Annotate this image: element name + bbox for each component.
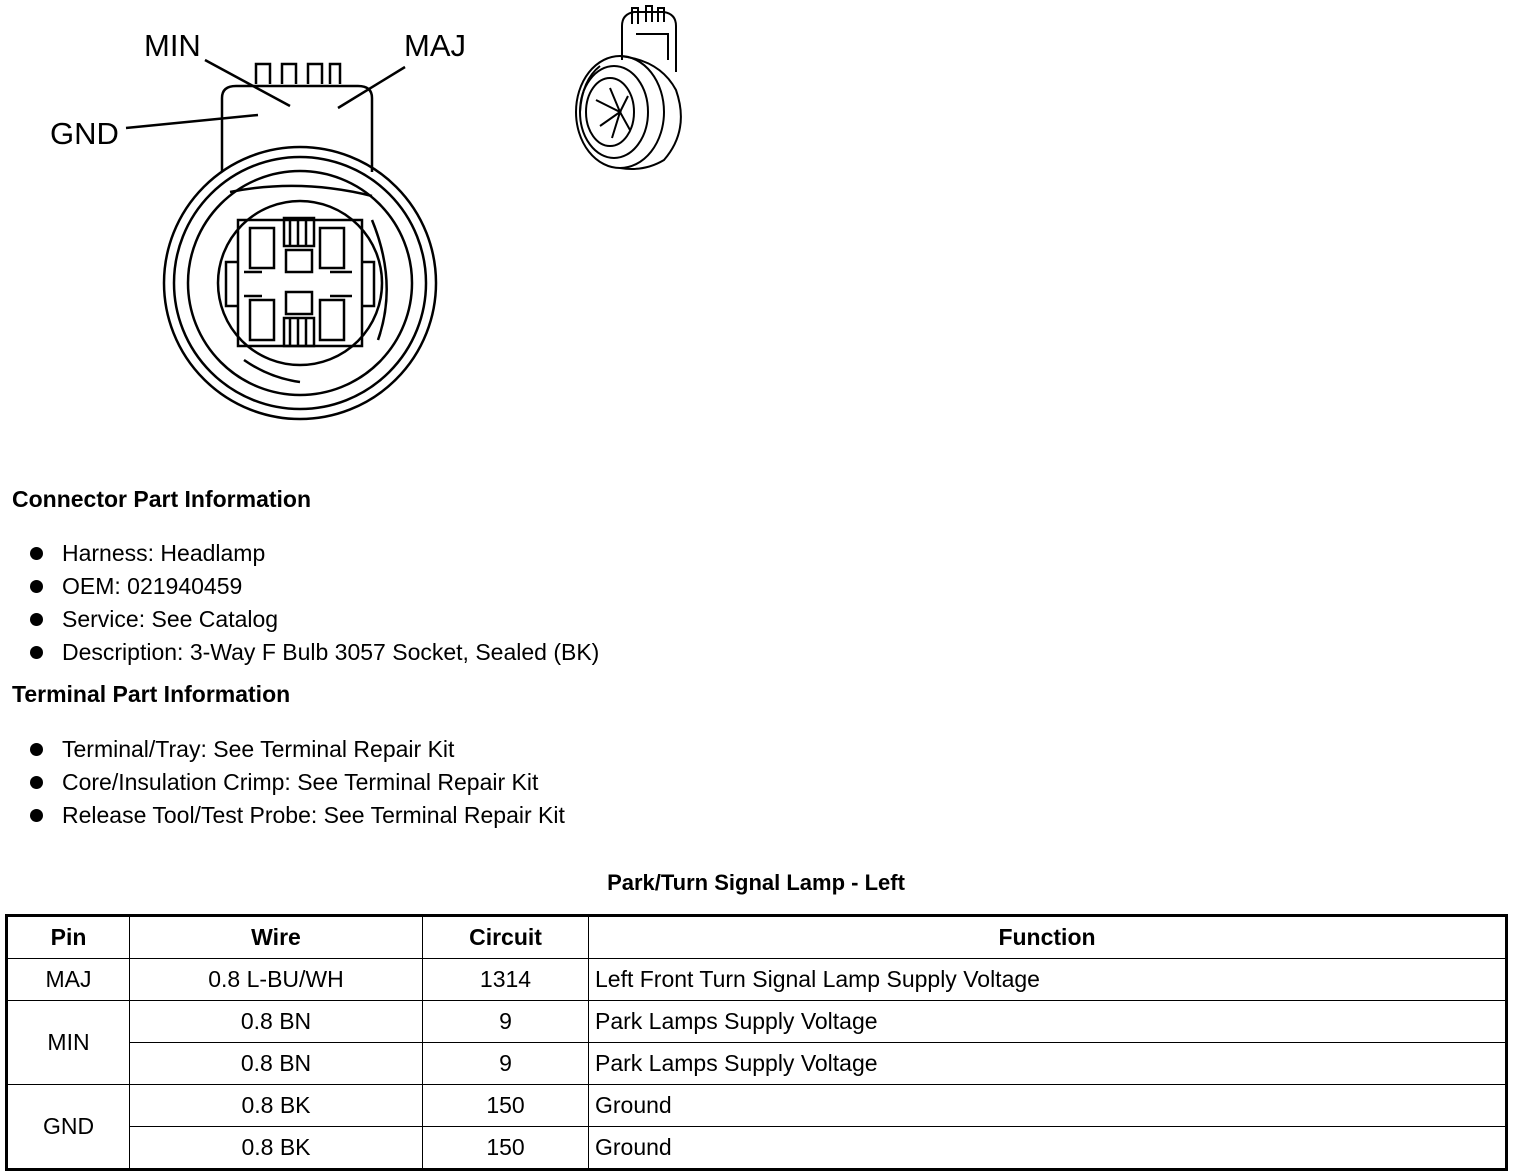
table-header-row xyxy=(7,916,1507,959)
connector-info-item: Service: See Catalog xyxy=(28,603,599,636)
cell-wire: 0.8 BK xyxy=(130,1127,423,1170)
header-circuit: Circuit xyxy=(423,916,589,959)
header-function: Function xyxy=(589,916,1507,959)
terminal-info-item: Terminal/Tray: See Terminal Repair Kit xyxy=(28,733,565,766)
table-row xyxy=(7,1001,1507,1043)
gnd-leader-line xyxy=(126,115,258,128)
connector-info-item: Harness: Headlamp xyxy=(28,537,599,570)
cell-wire: 0.8 BK xyxy=(130,1085,423,1127)
cell-function: Ground xyxy=(589,1127,1507,1170)
cell-circuit: 9 xyxy=(423,1001,589,1043)
cell-wire: 0.8 BN xyxy=(130,1001,423,1043)
table-row xyxy=(7,959,1507,1001)
cell-function: Ground xyxy=(589,1085,1507,1127)
terminal-cavity xyxy=(250,300,274,340)
cell-circuit: 150 xyxy=(423,1085,589,1127)
pinout-table xyxy=(5,914,1508,1171)
connector-diagram xyxy=(0,0,760,440)
min-leader-line xyxy=(205,60,290,106)
ring-arc-top xyxy=(230,186,372,196)
table-row xyxy=(7,1127,1507,1170)
terminal-slot xyxy=(286,250,312,272)
connector-info-list xyxy=(28,537,599,669)
cell-wire: 0.8 L-BU/WH xyxy=(130,959,423,1001)
cell-function: Park Lamps Supply Voltage xyxy=(589,1043,1507,1085)
mid-ring xyxy=(188,171,412,395)
terminal-info-item: Core/Insulation Crimp: See Terminal Repair Kit xyxy=(28,766,565,799)
cell-circuit: 1314 xyxy=(423,959,589,1001)
cell-pin: MAJ xyxy=(7,959,130,1001)
terminal-slot xyxy=(286,292,312,314)
table-row xyxy=(7,1085,1507,1127)
outer-ring xyxy=(164,147,436,419)
pin-label-min: MIN xyxy=(144,28,201,63)
terminal-cavity xyxy=(320,228,344,268)
header-pin: Pin xyxy=(7,916,130,959)
pin-label-maj: MAJ xyxy=(404,28,466,63)
terminal-info-list xyxy=(28,733,565,832)
ring-arc-bottom xyxy=(244,360,300,382)
header-wire: Wire xyxy=(130,916,423,959)
cell-circuit: 150 xyxy=(423,1127,589,1170)
connector-top-pins xyxy=(256,64,340,84)
terminal-info-item: Release Tool/Test Probe: See Terminal Repair Kit xyxy=(28,799,565,832)
pin-label-gnd: GND xyxy=(50,116,119,151)
connector-info-title: Connector Part Information xyxy=(12,486,312,512)
terminal-cavity xyxy=(320,300,344,340)
cell-wire: 0.8 BN xyxy=(130,1043,423,1085)
connector-3d-illustration xyxy=(576,6,681,169)
connector-info-item: OEM: 021940459 xyxy=(28,570,599,603)
table-row xyxy=(7,1043,1507,1085)
cell-pin: MIN xyxy=(7,1001,130,1085)
terminal-info-title: Terminal Part Information xyxy=(12,681,291,707)
table-title: Park/Turn Signal Lamp - Left xyxy=(607,870,905,895)
connector-info-item: Description: 3-Way F Bulb 3057 Socket, Sealed (BK) xyxy=(28,636,599,669)
inner-ring xyxy=(218,201,382,365)
cell-function: Park Lamps Supply Voltage xyxy=(589,1001,1507,1043)
terminal-cavity xyxy=(250,228,274,268)
cell-pin: GND xyxy=(7,1085,130,1170)
outer-ring-inner xyxy=(174,157,426,409)
cell-function: Left Front Turn Signal Lamp Supply Voltage xyxy=(589,959,1507,1001)
cell-circuit: 9 xyxy=(423,1043,589,1085)
